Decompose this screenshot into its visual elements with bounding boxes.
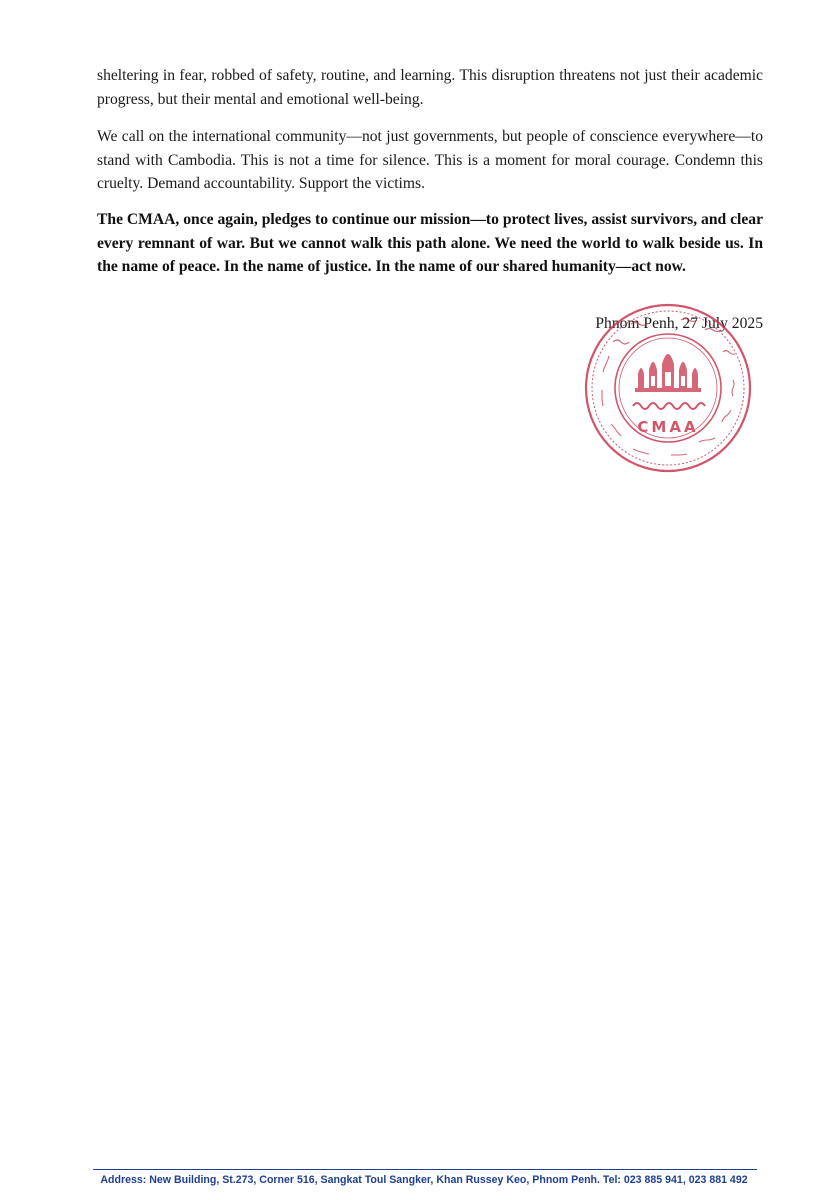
- cmaa-seal-stamp: [583, 302, 753, 474]
- paragraph-sheltering: sheltering in fear, robbed of safety, routine, and learning. This disruption threatens not just their academic progress, but their mental and emotional well-being.: [97, 67, 763, 108]
- stamp-label: CMAA: [637, 418, 699, 436]
- footer-address: Address: New Building, St.273, Corner 516, Sangkat Toul Sangker, Khan Russey Keo, Phnom Penh. Tel: 023 885 941, 023 881 492: [100, 1174, 748, 1186]
- place-date-signoff: Phnom Penh, 27 July 2025: [595, 315, 763, 332]
- paragraph-call-to-community: We call on the international community—not just governments, but people of conscience everywhere—to stand with Cambodia. This is not a time for silence. This is a moment for moral courage. Condemn this cruelty. Demand accountability. Support the victims.: [97, 128, 763, 192]
- footer-divider: [93, 1169, 757, 1170]
- paragraph-cmaa-pledge: The CMAA, once again, pledges to continue our mission—to protect lives, assist survivors, and clear every remnant of war. But we cannot walk this path alone. We need the world to walk beside us. In the name of peace. In the name of justice. In the name of our shared humanity—act now.: [97, 211, 763, 275]
